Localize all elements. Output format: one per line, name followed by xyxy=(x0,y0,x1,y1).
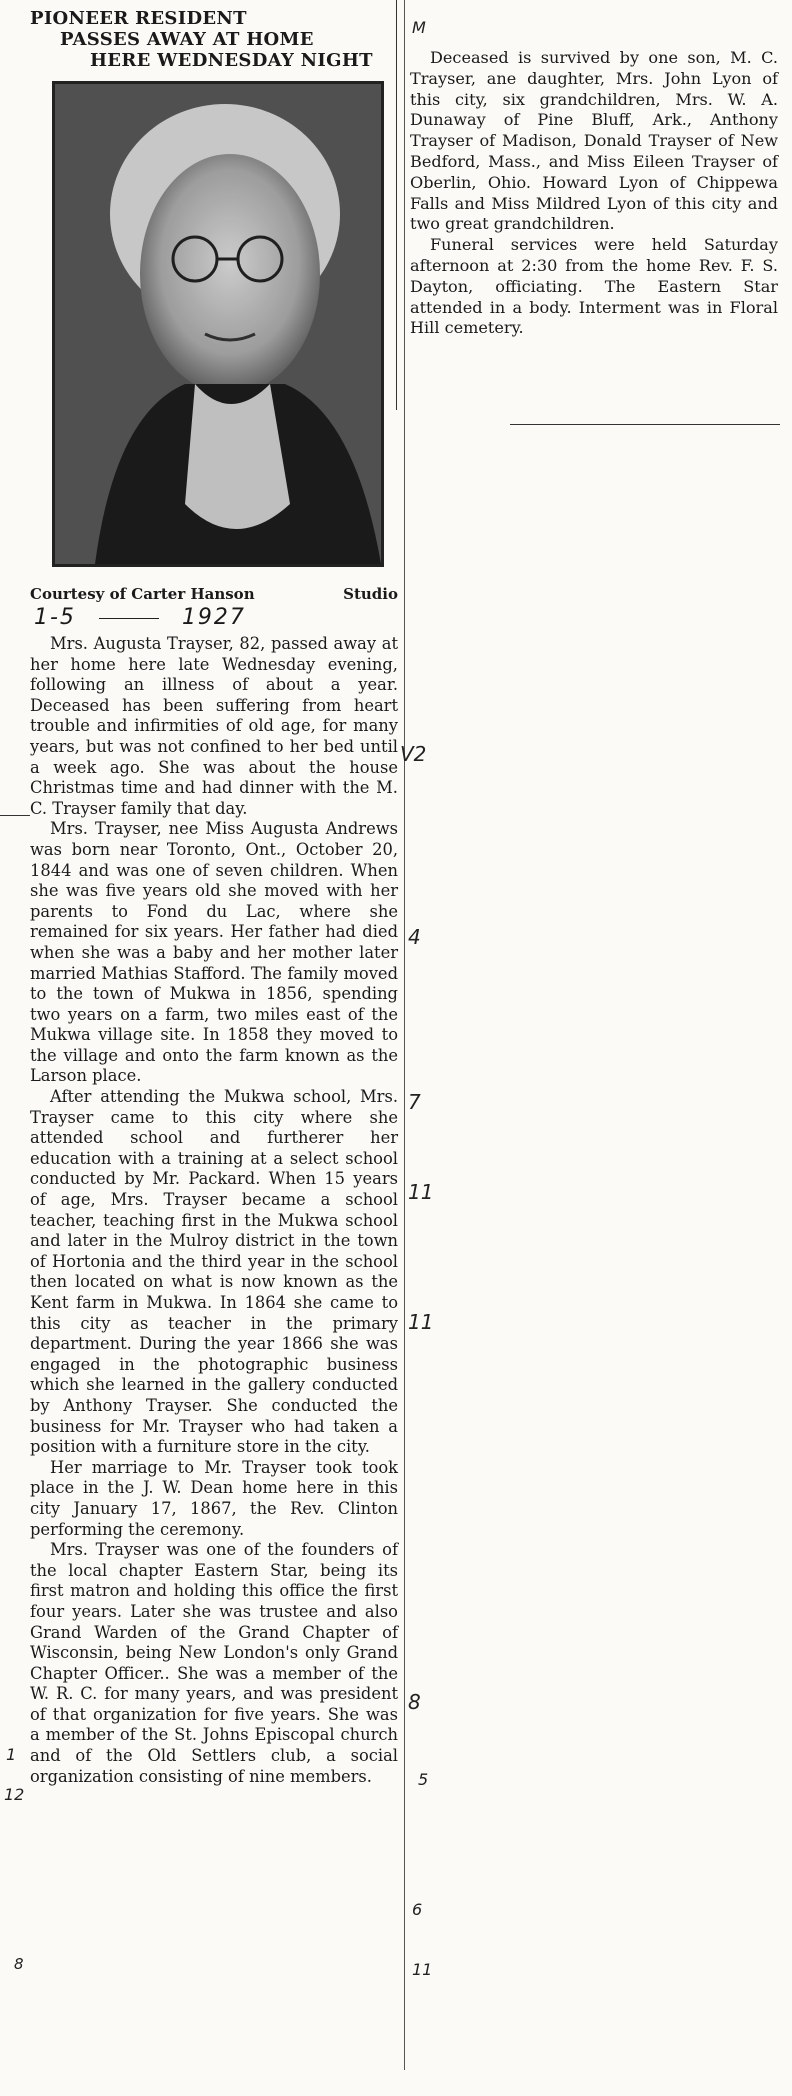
margin-mark: 8 xyxy=(14,1955,24,1973)
photo-credit xyxy=(30,585,398,603)
headline xyxy=(30,8,398,71)
column-rule xyxy=(404,0,405,2070)
left-column xyxy=(30,8,398,1787)
headline-line-1: PIONEER RESIDENT xyxy=(30,8,247,29)
margin-mark: 7 xyxy=(408,1090,421,1114)
handwritten-date-part-2: 1927 xyxy=(181,605,246,630)
photo-credit-text: Courtesy of Carter Hanson xyxy=(30,585,255,603)
handwritten-date-part-1: 1-5 xyxy=(34,605,76,630)
margin-mark: 1 xyxy=(6,1745,17,1764)
paragraph-1: Mrs. Augusta Trayser, 82, passed away at her home here late Wednesday evening, following an illness of about a year. Deceased has been suffering from heart trouble and infirmities of old age, for many years, but was not confined to her bed until a week ago. She was about the house Christmas time and had dinner with the M. C. Trayser family that day. xyxy=(30,634,398,818)
margin-mark: V2 xyxy=(400,742,427,766)
margin-tick xyxy=(0,815,30,816)
margin-mark: 8 xyxy=(408,1690,421,1714)
handwritten-date xyxy=(34,605,398,630)
end-rule xyxy=(510,424,780,425)
date-dash xyxy=(99,618,159,619)
margin-mark: M xyxy=(412,18,426,37)
margin-mark: 11 xyxy=(408,1180,434,1204)
bottom-bleed-through xyxy=(0,2060,792,2096)
headline-line-2: PASSES AWAY AT HOME xyxy=(60,29,314,50)
margin-mark: 12 xyxy=(4,1785,25,1804)
margin-mark: 4 xyxy=(408,925,421,949)
margin-mark: 6 xyxy=(412,1900,423,1919)
funeral-paragraph: Funeral services were held Saturday afternoon at 2:30 from the home Rev. F. S. Dayton, officiating. The Eastern Star attended in a body. Interment was in Floral Hill cemetery. xyxy=(410,235,778,338)
paragraph-4: Her marriage to Mr. Trayser took took place in the J. W. Dean home here in this city January 17, 1867, the Rev. Clinton performing the ceremony. xyxy=(30,1457,398,1539)
survivors-paragraph: Deceased is survived by one son, M. C. Trayser, ane daughter, Mrs. John Lyon of this city, six grandchildren, Mrs. W. A. Dunaway of Pine Bluff, Ark., Anthony Trayser of Madison, Donald Trayser of New Bedford, Mass., and Miss Eileen Trayser of Oberlin, Ohio. Howard Lyon of Chippewa Falls and Miss Mildred Lyon of this city and two great grandchildren. xyxy=(410,48,778,234)
paragraph-2: Mrs. Trayser, nee Miss Augusta Andrews was born near Toronto, Ont., October 20, 1844 and was one of seven children. When she was five years old she moved with her parents to Fond du Lac, where she remained for six years. Her father had died when she was a baby and her mother later married Mathias Stafford. The family moved to the town of Mukwa in 1856, spending two years on a farm, two miles east of the Mukwa village site. In 1858 they moved to the village and onto the farm known as the Larson place. xyxy=(30,819,398,1086)
photo-credit-studio: Studio xyxy=(343,585,398,603)
paragraph-3: After attending the Mukwa school, Mrs. Trayser came to this city where she attended school and furtherer her education with a training at a select school conducted by Mr. Packard. When 15 years of age, Mrs. Trayser became a school teacher, teaching first in the Mukwa school and later in the Mulroy district in the town of Hortonia and the third year in the school then located on what is now known as the Kent farm in Mukwa. In 1864 she came to this city as teacher in the primary department. During the year 1866 she was engaged in the photographic business which she learned in the gallery conducted by Anthony Trayser. She conducted the business for Mr. Trayser who had taken a position with a furniture store in the city. xyxy=(30,1087,398,1457)
headline-line-3: HERE WEDNESDAY NIGHT xyxy=(90,50,373,71)
margin-mark: 11 xyxy=(412,1960,433,1979)
margin-mark: 11 xyxy=(408,1310,434,1334)
right-column xyxy=(410,48,778,339)
margin-mark: 5 xyxy=(418,1770,429,1789)
paragraph-5: Mrs. Trayser was one of the founders of the local chapter Eastern Star, being its first matron and holding this office the first four years. Later she was trustee and also Grand Warden of the Grand Chapter of Wisconsin, being New London's only Grand Chapter Officer.. She was a member of the W. R. C. for many years, and was president of that organization for five years. She was a member of the St. Johns Episcopal church and of the Old Settlers club, a social organization consisting of nine members. xyxy=(30,1540,398,1786)
portrait-photo xyxy=(52,81,384,567)
